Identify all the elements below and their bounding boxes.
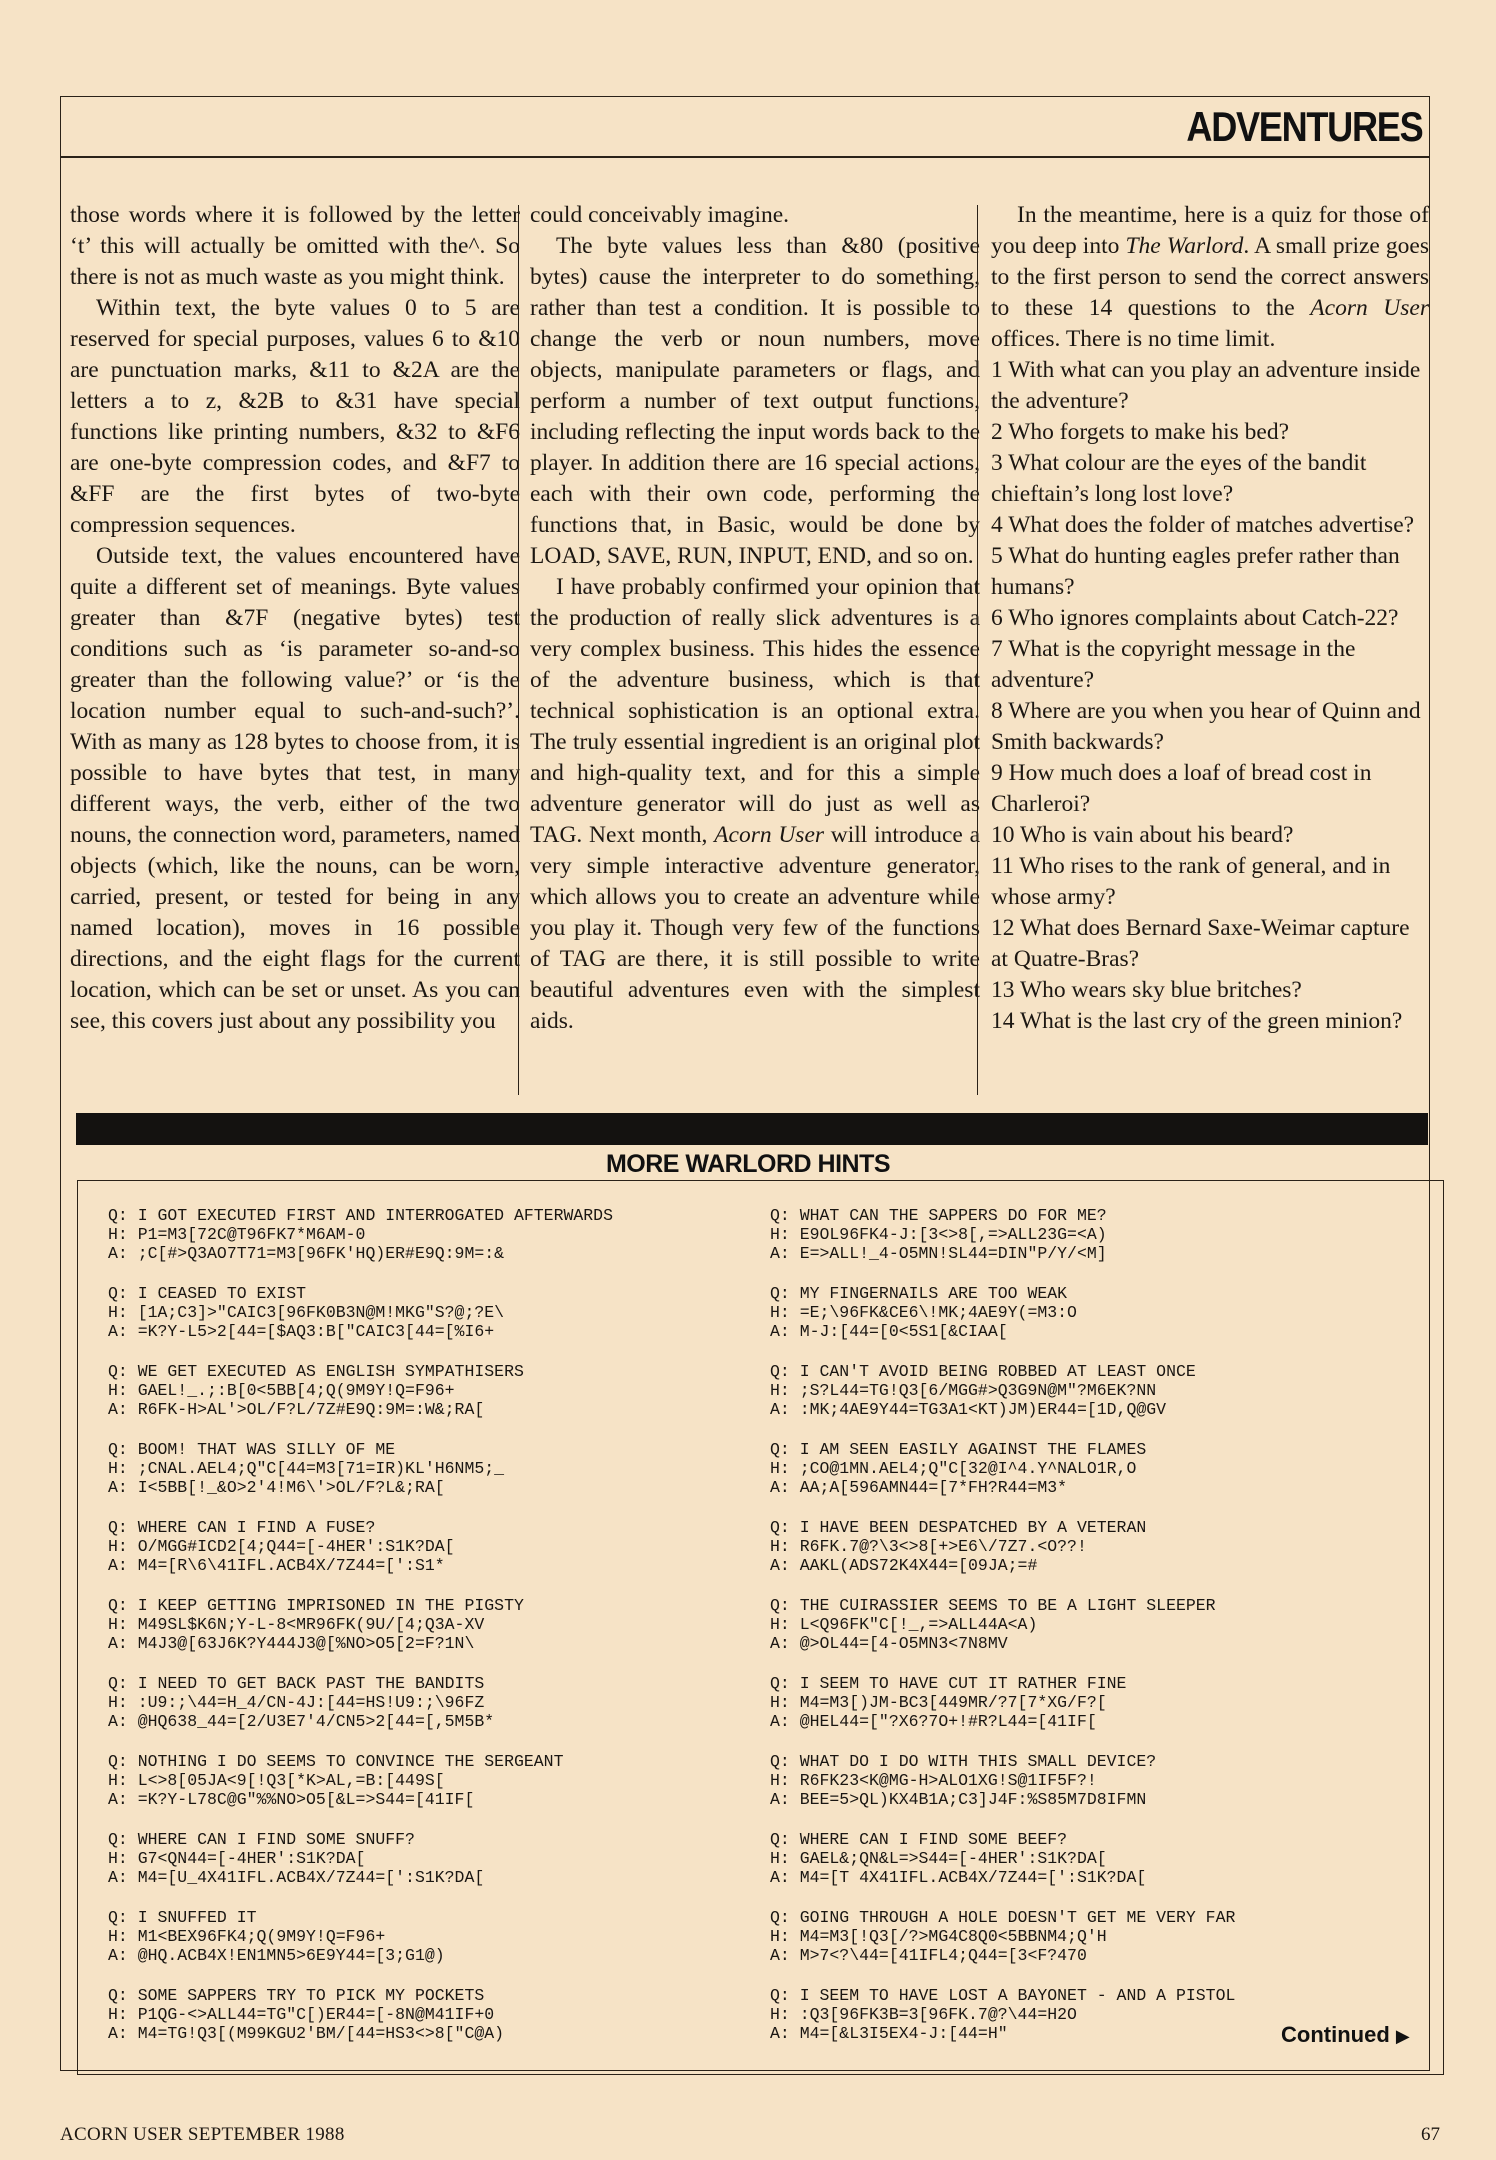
- hint-clue: H: M4=M3[)JM-BC3[449MR/?7[7*XG/F?[: [770, 1693, 1107, 1712]
- hint-clue: H: P1=M3[72C@T96FK7*M6AM-0: [108, 1225, 366, 1244]
- hint-clue: H: M1<BEX96FK4;Q(9M9Y!Q=F96+: [108, 1927, 386, 1946]
- magazine-name: Acorn User: [714, 822, 825, 848]
- hint-entry: [770, 1752, 1410, 1830]
- hint-question: Q: I NEED TO GET BACK PAST THE BANDITS: [108, 1674, 485, 1693]
- hints-banner-bar: [76, 1113, 1428, 1145]
- game-title: The Warlord: [1125, 233, 1244, 259]
- paragraph: could conceivably imagine.: [530, 202, 790, 228]
- hint-clue: H: [1A;C3]>"CAIC3[96FK0B3N@M!MKG"S?@;?E\: [108, 1303, 505, 1322]
- hints-column-left: [108, 1206, 748, 2064]
- article-column-1: [70, 200, 520, 1098]
- hint-entry: [108, 1518, 748, 1596]
- quiz-question: 2 Who forgets to make his bed?: [991, 419, 1290, 445]
- quiz-question: 5 What do hunting eagles prefer rather than humans?: [991, 543, 1400, 600]
- article-column-3: [991, 200, 1429, 1098]
- hint-clue: H: M4=M3[!Q3[/?>MG4C8Q0<5BBNM4;Q'H: [770, 1927, 1107, 1946]
- hint-question: Q: WHAT CAN THE SAPPERS DO FOR ME?: [770, 1206, 1107, 1225]
- quiz-list: [991, 355, 1429, 1037]
- hint-answer: A: =K?Y-L78C@G"%%NO>O5[&L=>S44=[41IF[: [108, 1790, 475, 1809]
- text-run: I have probably confirmed your opinion that the production of really slick adventures is a very complex business. This hides the essence of the adventure business, which is that technical sophistication is an optional extra. The truly essential ingredient is an original plot and high-quality text, and for this a simple adventure generator will do just as well as TAG. Next month,: [530, 574, 980, 848]
- page-number: 67: [1421, 2124, 1440, 2145]
- hint-entry: [770, 1830, 1410, 1908]
- hint-clue: H: L<>8[05JA<9[!Q3[*K>AL,=B:[449S[: [108, 1771, 445, 1790]
- text-run: In the meantime, here is a quiz for those of you deep into: [991, 202, 1429, 259]
- hint-answer: A: @HEL44=["?X6?7O+!#R?L44=[41IF[: [770, 1712, 1097, 1731]
- hint-answer: A: I<5BB[!_&O>2'4!M6\'>OL/F?L&;RA[: [108, 1478, 445, 1497]
- hint-question: Q: I HAVE BEEN DESPATCHED BY A VETERAN: [770, 1518, 1147, 1537]
- hint-clue: H: ;CNAL.AEL4;Q"C[44=M3[71=IR)KL'H6NM5;_: [108, 1459, 505, 1478]
- hint-question: Q: WHERE CAN I FIND SOME BEEF?: [770, 1830, 1068, 1849]
- hint-clue: H: ;CO@1MN.AEL4;Q"C[32@I^4.Y^NALO1R,O: [770, 1459, 1137, 1478]
- hint-clue: H: :U9:;\44=H_4/CN-4J:[44=HS!U9:;\96FZ: [108, 1693, 485, 1712]
- hint-clue: H: O/MGG#ICD2[4;Q44=[-4HER':S1K?DA[: [108, 1537, 455, 1556]
- text-run: . A small prize goes to the first person to send the correct answers to these 14 questions to the: [991, 233, 1429, 321]
- hint-clue: H: L<Q96FK"C[!_,=>ALL44A<A): [770, 1615, 1038, 1634]
- hint-answer: A: BEE=5>QL)KX4B1A;C3]J4F:%S85M7D8IFMN: [770, 1790, 1147, 1809]
- magazine-name: Acorn User: [1310, 295, 1429, 321]
- quiz-intro: [991, 200, 1429, 355]
- quiz-question: 10 Who is vain about his beard?: [991, 822, 1294, 848]
- hints-column-right: [770, 1206, 1410, 2064]
- continued-text: Continued: [1281, 2022, 1390, 2047]
- hint-question: Q: I KEEP GETTING IMPRISONED IN THE PIGSTY: [108, 1596, 524, 1615]
- hint-question: Q: SOME SAPPERS TRY TO PICK MY POCKETS: [108, 1986, 485, 2005]
- text-run: will introduce a very simple interactive adventure generator, which allows you to create an adventure while you play it. Though very few of the functions of TAG are there, it is still possible to write beautiful adventures even with the simplest aids.: [530, 822, 980, 1034]
- hint-entry: [770, 1674, 1410, 1752]
- hint-question: Q: WE GET EXECUTED AS ENGLISH SYMPATHISERS: [108, 1362, 524, 1381]
- hint-clue: H: E9OL96FK4-J:[3<>8[,=>ALL23G=<A): [770, 1225, 1107, 1244]
- hint-answer: A: M4=[U_4X41IFL.ACB4X/7Z44=[':S1K?DA[: [108, 1868, 485, 1887]
- hint-answer: A: M4J3@[63J6K?Y444J3@[%NO>O5[2=F?1N\: [108, 1634, 475, 1653]
- header-rule: [60, 156, 1430, 158]
- hint-entry: [770, 1596, 1410, 1674]
- quiz-question: 3 What colour are the eyes of the bandit chieftain’s long lost love?: [991, 450, 1367, 507]
- hint-entry: [108, 1440, 748, 1518]
- hint-entry: [108, 1752, 748, 1830]
- hint-answer: A: @>OL44=[4-O5MN3<7N8MV: [770, 1634, 1008, 1653]
- hint-answer: A: :MK;4AE9Y44=TG3A1<KT)JM)ER44=[1D,Q@GV: [770, 1400, 1167, 1419]
- hint-entry: [770, 1908, 1410, 1986]
- quiz-question: 13 Who wears sky blue britches?: [991, 977, 1302, 1003]
- hint-entry: [108, 1362, 748, 1440]
- hint-clue: H: GAEL!_.;:B[0<5BB[4;Q(9M9Y!Q=F96+: [108, 1381, 455, 1400]
- quiz-question: 6 Who ignores complaints about Catch-22?: [991, 605, 1399, 631]
- hint-answer: A: =K?Y-L5>2[44=[$AQ3:B["CAIC3[44=[%I6+: [108, 1322, 495, 1341]
- hint-clue: H: ;S?L44=TG!Q3[6/MGG#>Q3G9N@M"?M6EK?NN: [770, 1381, 1157, 1400]
- hints-title: MORE WARLORD HINTS: [605, 1150, 891, 1178]
- hint-answer: A: AAKL(ADS72K4X44=[09JA;=#: [770, 1556, 1038, 1575]
- hint-entry: [770, 1518, 1410, 1596]
- hint-question: Q: NOTHING I DO SEEMS TO CONVINCE THE SERGEANT: [108, 1752, 564, 1771]
- quiz-question: 8 Where are you when you hear of Quinn and Smith backwards?: [991, 698, 1421, 755]
- hint-question: Q: I SNUFFED IT: [108, 1908, 257, 1927]
- paragraph: Outside text, the values encountered have quite a different set of meanings. Byte values greater than &7F (negative bytes) test conditions such as ‘is parameter so-and-so greater than the following value?’ or ‘is the location number equal to such-and-such?’. With as many as 128 bytes to choose from, it is possible to have bytes that test, in many different ways, the verb, either of the two nouns, the connection word, parameters, named objects (which, like the nouns, can be worn, carried, present, or tested for being in any named location), moves in 16 possible directions, and the eight flags for the current location, which can be set or unset. As you can see, this covers just about any possibility you: [70, 543, 520, 1034]
- hint-clue: H: M49SL$K6N;Y-L-8<MR96FK(9U/[4;Q3A-XV: [108, 1615, 485, 1634]
- hint-question: Q: WHERE CAN I FIND SOME SNUFF?: [108, 1830, 415, 1849]
- text-run: offices. There is no time limit.: [991, 326, 1276, 352]
- hint-question: Q: BOOM! THAT WAS SILLY OF ME: [108, 1440, 396, 1459]
- hint-question: Q: WHERE CAN I FIND A FUSE?: [108, 1518, 376, 1537]
- hint-answer: A: @HQ.ACB4X!EN1MN5>6E9Y44=[3;G1@): [108, 1946, 445, 1965]
- hint-question: Q: I CEASED TO EXIST: [108, 1284, 307, 1303]
- hint-answer: A: M4=[T 4X41IFL.ACB4X/7Z44=[':S1K?DA[: [770, 1868, 1147, 1887]
- hint-question: Q: WHAT DO I DO WITH THIS SMALL DEVICE?: [770, 1752, 1157, 1771]
- hint-answer: A: ;C[#>Q3AO7T71=M3[96FK'HQ)ER#E9Q:9M=:&: [108, 1244, 505, 1263]
- hint-entry: [108, 1674, 748, 1752]
- section-title: ADVENTURES: [1186, 103, 1422, 150]
- hint-answer: A: E=>ALL!_4-O5MN!SL44=DIN"P/Y/<M]: [770, 1244, 1107, 1263]
- article-column-2: [530, 200, 980, 1098]
- hint-question: Q: MY FINGERNAILS ARE TOO WEAK: [770, 1284, 1068, 1303]
- hint-answer: A: @HQ638_44=[2/U3E7'4/CN5>2[44=[,5M5B*: [108, 1712, 495, 1731]
- paragraph: those words where it is followed by the letter ‘t’ this will actually be omitted with the^. So there is not as much waste as you might think.: [70, 202, 520, 290]
- quiz-question: 7 What is the copyright message in the adventure?: [991, 636, 1356, 693]
- hint-entry: [108, 1908, 748, 1986]
- hint-answer: A: M4=TG!Q3[(M99KGU2'BM/[44=HS3<>8["C@A): [108, 2024, 505, 2043]
- hint-entry: [770, 1362, 1410, 1440]
- paragraph: The byte values less than &80 (positive bytes) cause the interpreter to do something, rather than test a condition. It is possible to change the verb or noun numbers, move objects, manipulate parameters or flags, and perform a number of text output functions, including reflecting the input words back to the player. In addition there are 16 special actions, each with their own code, performing the functions that, in Basic, would be done by LOAD, SAVE, RUN, INPUT, END, and so on.: [530, 233, 980, 569]
- hint-entry: [770, 1440, 1410, 1518]
- hint-question: Q: I CAN'T AVOID BEING ROBBED AT LEAST ONCE: [770, 1362, 1196, 1381]
- hint-question: Q: GOING THROUGH A HOLE DOESN'T GET ME VERY FAR: [770, 1908, 1236, 1927]
- hint-answer: A: R6FK-H>AL'>OL/F?L/7Z#E9Q:9M=:W&;RA[: [108, 1400, 485, 1419]
- hint-question: Q: THE CUIRASSIER SEEMS TO BE A LIGHT SLEEPER: [770, 1596, 1216, 1615]
- hint-answer: A: M4=[R\6\41IFL.ACB4X/7Z44=[':S1*: [108, 1556, 445, 1575]
- hint-question: Q: I SEEM TO HAVE CUT IT RATHER FINE: [770, 1674, 1127, 1693]
- hint-answer: A: M4=[&L3I5EX4-J:[44=H": [770, 2024, 1008, 2043]
- hint-clue: H: GAEL&;QN&L=>S44=[-4HER':S1K?DA[: [770, 1849, 1107, 1868]
- hint-clue: H: =E;\96FK&CE6\!MK;4AE9Y(=M3:O: [770, 1303, 1077, 1322]
- hint-clue: H: G7<QN44=[-4HER':S1K?DA[: [108, 1849, 366, 1868]
- hint-clue: H: :Q3[96FK3B=3[96FK.7@?\44=H2O: [770, 2005, 1077, 2024]
- hint-entry: [108, 1596, 748, 1674]
- hint-entry: [108, 1830, 748, 1908]
- hint-clue: H: R6FK.7@?\3<>8[+>E6\/7Z7.<O??!: [770, 1537, 1087, 1556]
- hint-entry: [108, 1206, 748, 1284]
- footer-publication: ACORN USER SEPTEMBER 1988: [60, 2124, 345, 2145]
- paragraph: Within text, the byte values 0 to 5 are reserved for special purposes, values 6 to &10 are punctuation marks, &11 to &2A are the letters a to z, &2B to &31 have special functions like printing numbers, &32 to &F6 are one-byte compression codes, and &F7 to &FF are the first bytes of two-byte compression sequences.: [70, 295, 520, 538]
- right-arrow-icon: ▶: [1395, 2026, 1410, 2046]
- hint-question: Q: I SEEM TO HAVE LOST A BAYONET - AND A PISTOL: [770, 1986, 1236, 2005]
- quiz-question: 9 How much does a loaf of bread cost in Charleroi?: [991, 760, 1372, 817]
- hint-entry: [108, 1284, 748, 1362]
- hint-clue: H: R6FK23<K@MG-H>ALO1XG!S@1IF5F?!: [770, 1771, 1097, 1790]
- paragraph: [530, 572, 980, 1037]
- hint-clue: H: P1QG-<>ALL44=TG"C[)ER44=[-8N@M41IF+0: [108, 2005, 495, 2024]
- hint-question: Q: I AM SEEN EASILY AGAINST THE FLAMES: [770, 1440, 1147, 1459]
- quiz-question: 14 What is the last cry of the green minion?: [991, 1008, 1403, 1034]
- quiz-question: 11 Who rises to the rank of general, and in whose army?: [991, 853, 1391, 910]
- hint-entry: [770, 1206, 1410, 1284]
- hint-answer: A: AA;A[596AMN44=[7*FH?R44=M3*: [770, 1478, 1068, 1497]
- hint-answer: A: M>7<?\44=[41IFL4;Q44=[3<F?470: [770, 1946, 1087, 1965]
- quiz-question: 12 What does Bernard Saxe-Weimar capture at Quatre-Bras?: [991, 915, 1410, 972]
- hint-answer: A: M-J:[44=[0<5S1[&CIAA[: [770, 1322, 1008, 1341]
- continued-label: [1281, 2022, 1410, 2048]
- hint-entry: [770, 1284, 1410, 1362]
- column-rule: [518, 205, 519, 1095]
- column-rule: [977, 205, 978, 1095]
- hint-question: Q: I GOT EXECUTED FIRST AND INTERROGATED AFTERWARDS: [108, 1206, 613, 1225]
- quiz-question: 1 With what can you play an adventure inside the adventure?: [991, 357, 1421, 414]
- quiz-question: 4 What does the folder of matches advertise?: [991, 512, 1415, 538]
- hint-entry: [108, 1986, 748, 2064]
